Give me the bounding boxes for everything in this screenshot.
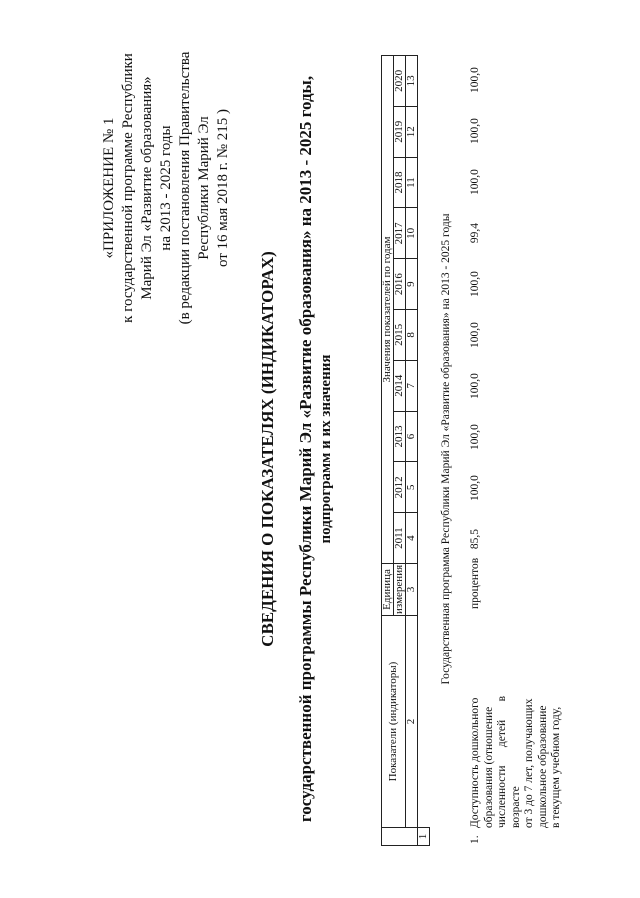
col-number-cell: 5 (406, 462, 418, 513)
appendix-line: Марий Эл «Развитие образования» (139, 76, 155, 300)
row-value-2016: 100,0 (469, 271, 481, 297)
row-description-line: Доступность дошкольного (469, 697, 481, 828)
col-number-cell: 9 (406, 259, 418, 310)
appendix-line: от 16 мая 2018 г. № 215 ) (215, 108, 231, 268)
appendix-line: «ПРИЛОЖЕНИЕ № 1 (101, 117, 117, 259)
row-description-line: в текущем учебном году, (550, 706, 562, 828)
row-number: 1. (469, 835, 481, 844)
header-cell-empty (382, 828, 418, 846)
year-cell: 2016 (394, 259, 406, 310)
document-subtitle: государственной программы Республики Марий Эл «Развитие образования» на 2013 - 2025 годы, (296, 75, 315, 823)
appendix-note (100, 38, 233, 338)
appendix-line: (в редакции постановления Правительства (177, 51, 193, 325)
row-description-line: численности детей в возрасте (496, 696, 522, 828)
row-value-2015: 100,0 (469, 322, 481, 348)
year-cell: 2013 (394, 411, 406, 462)
table-column-number-row (406, 56, 418, 846)
row-unit: процентов (469, 557, 481, 609)
row-value-2012: 100,0 (469, 475, 481, 501)
document-title: СВЕДЕНИЯ О ПОКАЗАТЕЛЯХ (ИНДИКАТОРАХ) (258, 251, 277, 647)
col-number-cell: 4 (406, 513, 418, 564)
table-header-row (382, 56, 394, 846)
col-number-cell: 7 (406, 360, 418, 411)
row-value-2019: 100,0 (469, 118, 481, 144)
col-number-cell: 11 (406, 157, 418, 208)
appendix-line: к государственной программе Республики (120, 53, 136, 323)
row-value-2013: 100,0 (469, 424, 481, 450)
col-number-cell: 8 (406, 310, 418, 361)
header-unit-line2: измерения (393, 564, 405, 614)
row-description-line: дошкольное образование (536, 705, 549, 828)
year-cell: 2019 (394, 106, 406, 157)
col-number-cell: 1 (418, 828, 430, 846)
year-cell: 2015 (394, 310, 406, 361)
row-value-2020: 100,0 (469, 67, 481, 93)
row-description (469, 696, 564, 828)
row-description-line: от 3 до 7 лет, получающих (523, 698, 535, 828)
col-number-cell: 10 (406, 208, 418, 259)
header-indicators: Показатели (индикаторы) (382, 616, 406, 828)
header-values: Значения показателей по годам (382, 56, 394, 564)
row-value-2017: 99,4 (469, 222, 481, 244)
row-description-line: образования (отношение (482, 706, 495, 828)
col-number-cell: 13 (406, 56, 418, 107)
table-column-number-row-first (418, 56, 430, 846)
row-value-2014: 100,0 (469, 373, 481, 399)
row-value-2011: 85,5 (469, 528, 481, 550)
year-cell: 2011 (394, 513, 406, 564)
year-cell: 2018 (394, 157, 406, 208)
col-number-cell: 6 (406, 411, 418, 462)
col-number-cell: 3 (406, 564, 418, 616)
year-cell: 2014 (394, 360, 406, 411)
document-subtitle-2: подпрограмм и их значения (318, 354, 334, 544)
year-cell: 2012 (394, 462, 406, 513)
col-number-cell: 12 (406, 106, 418, 157)
appendix-line: Республики Марий Эл (196, 116, 212, 260)
year-cell: 2017 (394, 208, 406, 259)
appendix-line: на 2013 - 2025 годы (158, 125, 174, 251)
col-number-cell: 2 (406, 616, 418, 828)
indicators-table (381, 55, 430, 846)
header-unit-line1: Единица (382, 564, 394, 616)
year-cell: 2020 (394, 56, 406, 107)
row-value-2018: 100,0 (469, 169, 481, 195)
section-title: Государственная программа Республики Марий Эл «Развитие образования» на 2013 - 2025 годы (440, 213, 452, 685)
